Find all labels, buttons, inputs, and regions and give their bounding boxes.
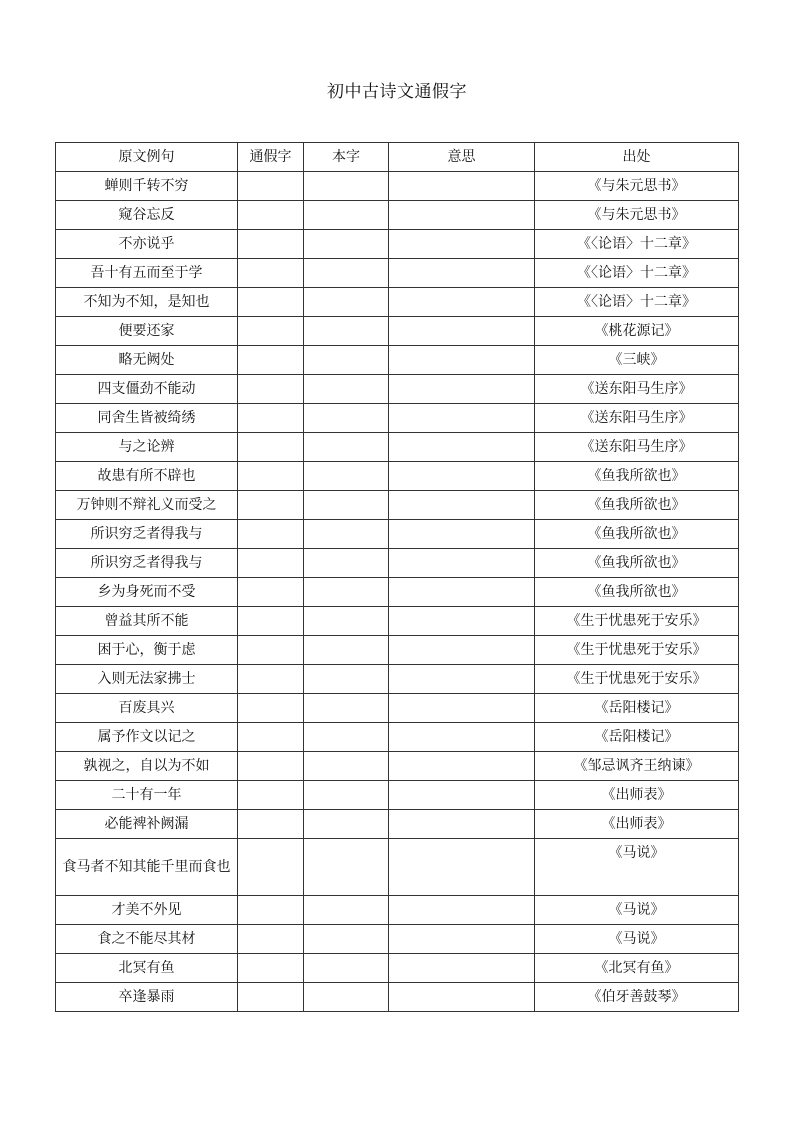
cell-meaning <box>389 520 535 549</box>
table-header-row <box>56 143 739 172</box>
cell-source: 《马说》 <box>535 839 739 896</box>
cell-tongjia-char <box>238 925 304 954</box>
cell-source: 《邹忌讽齐王纳谏》 <box>535 752 739 781</box>
table-row <box>56 694 739 723</box>
cell-meaning <box>389 694 535 723</box>
cell-original-text: 食之不能尽其材 <box>56 925 238 954</box>
table-row <box>56 230 739 259</box>
cell-meaning <box>389 810 535 839</box>
cell-original-text: 略无阙处 <box>56 346 238 375</box>
cell-original-text: 百废具兴 <box>56 694 238 723</box>
cell-meaning <box>389 491 535 520</box>
cell-meaning <box>389 781 535 810</box>
table-row <box>56 404 739 433</box>
cell-source: 《与朱元思书》 <box>535 172 739 201</box>
table-row <box>56 781 739 810</box>
cell-meaning <box>389 404 535 433</box>
cell-source: 《出师表》 <box>535 810 739 839</box>
table-row <box>56 288 739 317</box>
cell-source: 《送东阳马生序》 <box>535 375 739 404</box>
header-tongjia-char: 通假字 <box>238 143 304 172</box>
cell-original-text: 蝉则千转不穷 <box>56 172 238 201</box>
cell-meaning <box>389 636 535 665</box>
cell-original-text: 不亦说乎 <box>56 230 238 259</box>
cell-tongjia-char <box>238 954 304 983</box>
cell-source: 《送东阳马生序》 <box>535 433 739 462</box>
table-row <box>56 578 739 607</box>
cell-original-text: 窥谷忘反 <box>56 201 238 230</box>
cell-source: 《生于忧患死于安乐》 <box>535 607 739 636</box>
cell-tongjia-char <box>238 549 304 578</box>
table-row <box>56 896 739 925</box>
cell-original-text: 吾十有五而至于学 <box>56 259 238 288</box>
cell-original-char <box>304 259 389 288</box>
cell-original-text: 必能裨补阙漏 <box>56 810 238 839</box>
cell-source: 《岳阳楼记》 <box>535 694 739 723</box>
cell-original-char <box>304 578 389 607</box>
cell-tongjia-char <box>238 230 304 259</box>
cell-source: 《〈论语〉十二章》 <box>535 259 739 288</box>
cell-tongjia-char <box>238 607 304 636</box>
cell-tongjia-char <box>238 259 304 288</box>
table-body <box>56 172 739 1012</box>
table-row <box>56 839 739 896</box>
cell-source: 《生于忧患死于安乐》 <box>535 665 739 694</box>
cell-original-char <box>304 462 389 491</box>
cell-meaning <box>389 578 535 607</box>
cell-original-text: 同舍生皆被绮绣 <box>56 404 238 433</box>
cell-tongjia-char <box>238 983 304 1012</box>
table-row <box>56 636 739 665</box>
cell-tongjia-char <box>238 172 304 201</box>
cell-source: 《〈论语〉十二章》 <box>535 288 739 317</box>
cell-meaning <box>389 723 535 752</box>
cell-tongjia-char <box>238 317 304 346</box>
cell-source: 《桃花源记》 <box>535 317 739 346</box>
cell-meaning <box>389 201 535 230</box>
cell-original-text: 曾益其所不能 <box>56 607 238 636</box>
page-title: 初中古诗文通假字 <box>327 82 467 102</box>
table-row <box>56 259 739 288</box>
cell-source: 《北冥有鱼》 <box>535 954 739 983</box>
cell-tongjia-char <box>238 665 304 694</box>
cell-tongjia-char <box>238 839 304 896</box>
cell-meaning <box>389 839 535 896</box>
cell-original-text: 孰视之，自以为不如 <box>56 752 238 781</box>
cell-original-text: 乡为身死而不受 <box>56 578 238 607</box>
cell-meaning <box>389 259 535 288</box>
cell-original-text: 故患有所不辟也 <box>56 462 238 491</box>
cell-original-char <box>304 983 389 1012</box>
cell-tongjia-char <box>238 288 304 317</box>
cell-original-char <box>304 839 389 896</box>
cell-source: 《送东阳马生序》 <box>535 404 739 433</box>
cell-original-char <box>304 896 389 925</box>
cell-original-char <box>304 549 389 578</box>
cell-original-text: 入则无法家拂士 <box>56 665 238 694</box>
cell-original-text: 才美不外见 <box>56 896 238 925</box>
cell-meaning <box>389 230 535 259</box>
table-row <box>56 520 739 549</box>
cell-tongjia-char <box>238 520 304 549</box>
header-original-char: 本字 <box>304 143 389 172</box>
cell-original-char <box>304 520 389 549</box>
table-row <box>56 810 739 839</box>
cell-source: 《伯牙善鼓琴》 <box>535 983 739 1012</box>
cell-original-char <box>304 752 389 781</box>
table-row <box>56 723 739 752</box>
cell-original-char <box>304 665 389 694</box>
cell-original-char <box>304 607 389 636</box>
table-row <box>56 346 739 375</box>
cell-original-char <box>304 433 389 462</box>
table-row <box>56 549 739 578</box>
cell-meaning <box>389 607 535 636</box>
cell-tongjia-char <box>238 404 304 433</box>
cell-original-text: 所识穷乏者得我与 <box>56 520 238 549</box>
header-original-text: 原文例句 <box>56 143 238 172</box>
cell-meaning <box>389 462 535 491</box>
cell-meaning <box>389 896 535 925</box>
cell-original-char <box>304 346 389 375</box>
cell-original-text: 便要还家 <box>56 317 238 346</box>
cell-tongjia-char <box>238 578 304 607</box>
cell-original-char <box>304 288 389 317</box>
cell-meaning <box>389 346 535 375</box>
cell-tongjia-char <box>238 752 304 781</box>
cell-meaning <box>389 925 535 954</box>
table-row <box>56 983 739 1012</box>
cell-source: 《与朱元思书》 <box>535 201 739 230</box>
cell-tongjia-char <box>238 346 304 375</box>
header-meaning: 意思 <box>389 143 535 172</box>
cell-tongjia-char <box>238 636 304 665</box>
cell-tongjia-char <box>238 462 304 491</box>
cell-original-text: 北冥有鱼 <box>56 954 238 983</box>
cell-source: 《岳阳楼记》 <box>535 723 739 752</box>
cell-tongjia-char <box>238 375 304 404</box>
cell-source: 《鱼我所欲也》 <box>535 520 739 549</box>
cell-original-char <box>304 201 389 230</box>
cell-source: 《鱼我所欲也》 <box>535 462 739 491</box>
cell-original-char <box>304 317 389 346</box>
cell-original-char <box>304 723 389 752</box>
cell-meaning <box>389 317 535 346</box>
cell-original-text: 食马者不知其能千里而食也 <box>56 839 238 896</box>
cell-original-text: 所识穷乏者得我与 <box>56 549 238 578</box>
cell-tongjia-char <box>238 723 304 752</box>
cell-tongjia-char <box>238 201 304 230</box>
cell-meaning <box>389 983 535 1012</box>
cell-meaning <box>389 954 535 983</box>
cell-original-char <box>304 694 389 723</box>
cell-source: 《三峡》 <box>535 346 739 375</box>
cell-meaning <box>389 172 535 201</box>
cell-original-char <box>304 636 389 665</box>
cell-tongjia-char <box>238 810 304 839</box>
cell-source: 《马说》 <box>535 925 739 954</box>
cell-original-char <box>304 491 389 520</box>
cell-original-char <box>304 375 389 404</box>
cell-original-char <box>304 810 389 839</box>
cell-tongjia-char <box>238 491 304 520</box>
table-row <box>56 954 739 983</box>
cell-tongjia-char <box>238 433 304 462</box>
cell-meaning <box>389 288 535 317</box>
cell-tongjia-char <box>238 896 304 925</box>
cell-source: 《鱼我所欲也》 <box>535 578 739 607</box>
cell-original-char <box>304 954 389 983</box>
table-row <box>56 375 739 404</box>
cell-source: 《〈论语〉十二章》 <box>535 230 739 259</box>
cell-original-text: 二十有一年 <box>56 781 238 810</box>
cell-source: 《马说》 <box>535 896 739 925</box>
cell-meaning <box>389 665 535 694</box>
cell-original-char <box>304 172 389 201</box>
table-row <box>56 462 739 491</box>
cell-original-text: 困于心，衡于虑 <box>56 636 238 665</box>
cell-source: 《出师表》 <box>535 781 739 810</box>
cell-meaning <box>389 433 535 462</box>
tongjiazi-table <box>55 142 739 1012</box>
cell-meaning <box>389 375 535 404</box>
table-row <box>56 607 739 636</box>
header-source: 出处 <box>535 143 739 172</box>
table-row <box>56 665 739 694</box>
cell-original-text: 万钟则不辩礼义而受之 <box>56 491 238 520</box>
cell-original-char <box>304 781 389 810</box>
cell-source: 《鱼我所欲也》 <box>535 549 739 578</box>
cell-meaning <box>389 549 535 578</box>
cell-original-text: 四支僵劲不能动 <box>56 375 238 404</box>
cell-original-char <box>304 230 389 259</box>
cell-original-char <box>304 925 389 954</box>
cell-original-text: 卒逢暴雨 <box>56 983 238 1012</box>
table-row <box>56 491 739 520</box>
table-row <box>56 201 739 230</box>
cell-original-text: 不知为不知，是知也 <box>56 288 238 317</box>
cell-original-text: 属予作文以记之 <box>56 723 238 752</box>
cell-tongjia-char <box>238 694 304 723</box>
cell-source: 《生于忧患死于安乐》 <box>535 636 739 665</box>
cell-meaning <box>389 752 535 781</box>
cell-original-char <box>304 404 389 433</box>
cell-tongjia-char <box>238 781 304 810</box>
table-row <box>56 317 739 346</box>
table-row <box>56 433 739 462</box>
cell-source: 《鱼我所欲也》 <box>535 491 739 520</box>
table-row <box>56 172 739 201</box>
table-row <box>56 925 739 954</box>
cell-original-text: 与之论辨 <box>56 433 238 462</box>
table-row <box>56 752 739 781</box>
